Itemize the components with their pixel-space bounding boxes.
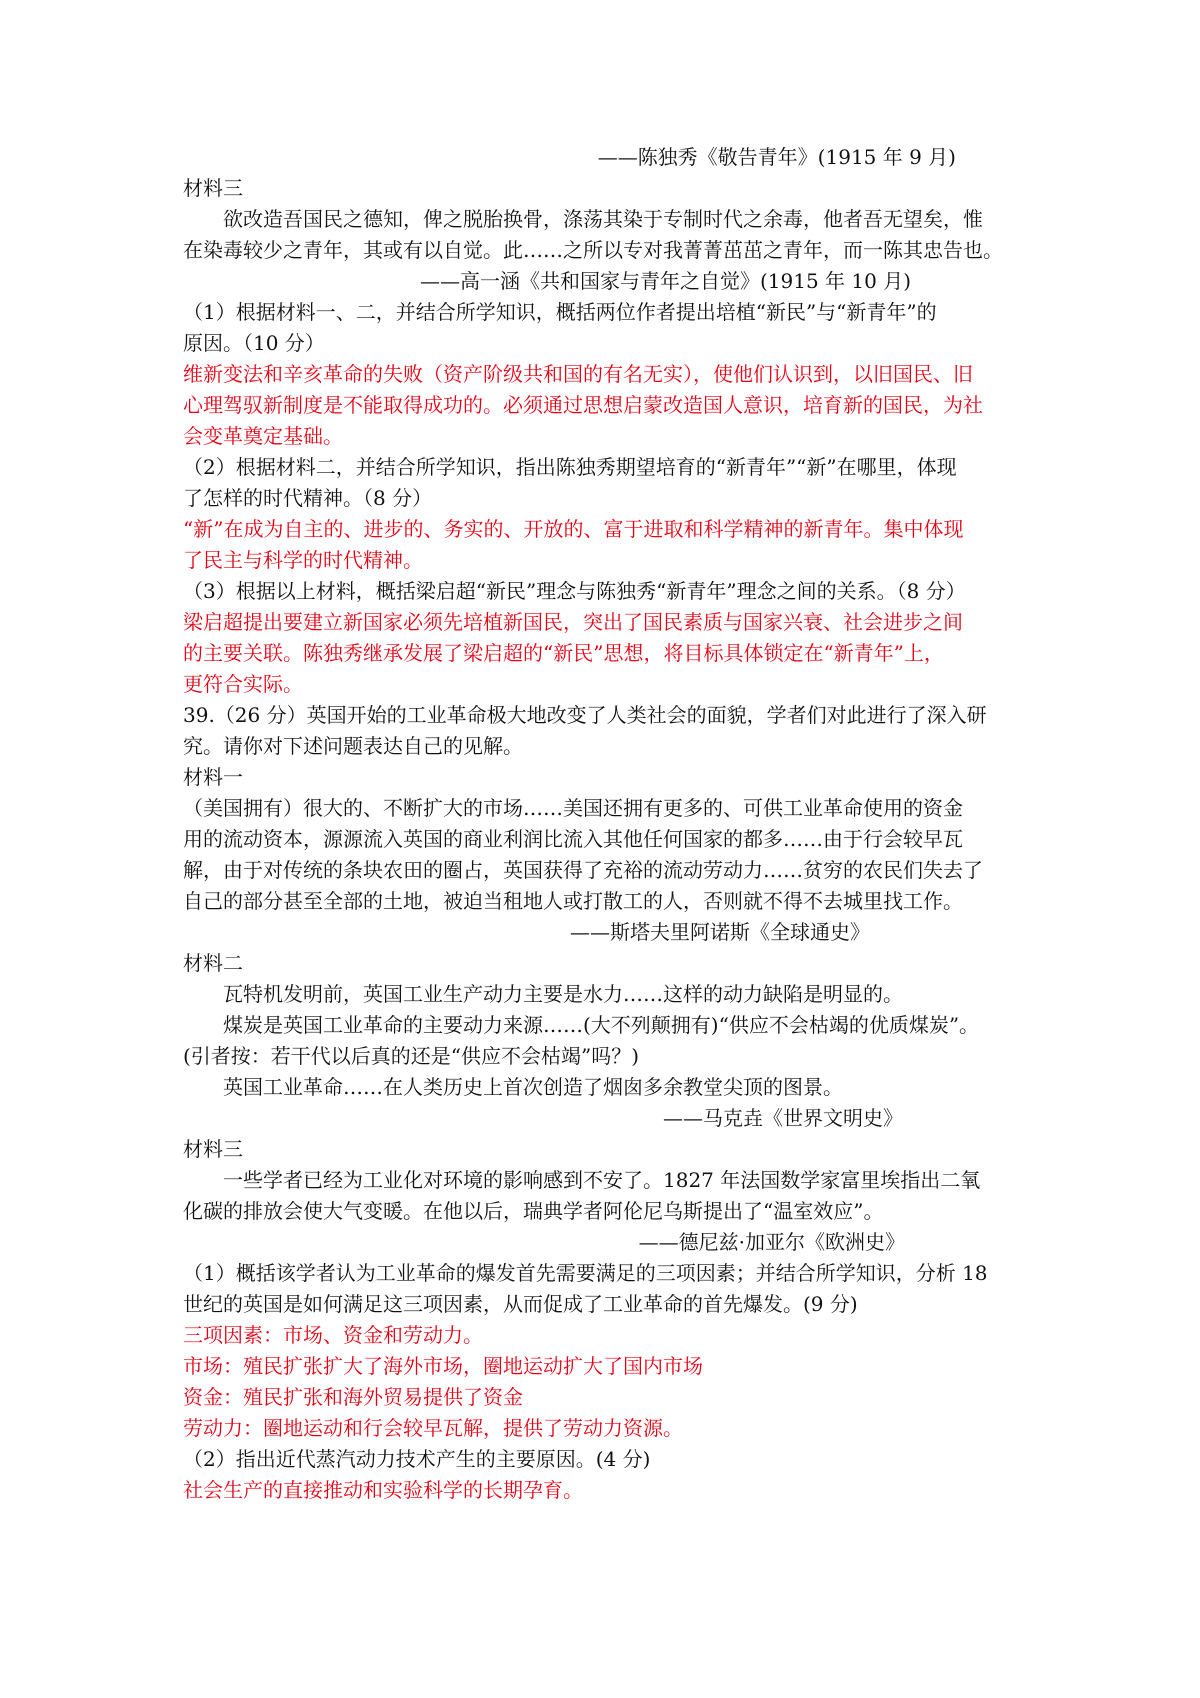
text-line-src-mark: ——马克垚《世界文明史》 (663, 1106, 903, 1130)
text-line-a1-a: 维新变法和辛亥革命的失败（资产阶级共和国的有名无实），使他们认识到，以旧国民、旧 (183, 362, 973, 386)
text-line-src-gao: ——高一涵《共和国家与青年之自觉》(1915 年 10 月) (419, 269, 911, 293)
text-line-r1-b: 市场：殖民扩张扩大了海外市场，圈地运动扩大了国内市场 (183, 1354, 703, 1378)
text-line-b1-p2: 用的流动资本，源源流入英国的商业利润比流入其他任何国家的都多……由于行会较早瓦 (183, 827, 963, 851)
text-line-src-stav: ——斯塔夫里阿诺斯《全球通史》 (570, 920, 870, 944)
text-line-q2-b: 了怎样的时代精神。（8 分） (183, 486, 433, 510)
text-line-b2-p3: (引者按：若干代以后真的还是“供应不会枯竭”吗？) (183, 1044, 640, 1068)
text-line-a1-b: 心理驾驭新制度是不能取得成功的。必须通过思想启蒙改造国人意识，培育新的国民，为社 (183, 393, 983, 417)
text-line-p2: （2）指出近代蒸汽动力技术产生的主要原因。(4 分) (183, 1447, 651, 1471)
text-line-src-chen: ——陈独秀《敬告青年》(1915 年 9 月) (597, 145, 956, 169)
text-line-q39-b: 究。请你对下述问题表达自己的见解。 (183, 734, 523, 758)
text-line-b1-p3: 解，由于对传统的条块农田的圈占，英国获得了充裕的流动劳动力……贫穷的农民们失去了 (183, 858, 983, 882)
text-line-b1-p1: （美国拥有）很大的、不断扩大的市场……美国还拥有更多的、可供工业革命使用的资金 (183, 796, 963, 820)
text-line-q1-b: 原因。（10 分） (183, 331, 325, 355)
text-line-q39-a: 39.（26 分）英国开始的工业革命极大地改变了人类社会的面貌，学者们对此进行了深入研 (183, 703, 987, 727)
text-line-b2-label: 材料二 (183, 951, 243, 975)
text-line-q3: （3）根据以上材料，概括梁启超“新民”理念与陈独秀“新青年”理念之间的关系。（8 分） (183, 579, 966, 603)
text-line-src-gar: ——德尼兹·加亚尔《欧洲史》 (638, 1230, 905, 1254)
text-line-b2-p4: 英国工业革命……在人类历史上首次创造了烟囱多余教堂尖顶的图景。 (223, 1075, 843, 1099)
text-line-a3-c: 更符合实际。 (183, 672, 303, 696)
text-line-b3-p1: 一些学者已经为工业化对环境的影响感到不安了。1827 年法国数学家富里埃指出二氧 (223, 1168, 981, 1192)
document-body (183, 142, 1023, 1506)
text-line-b2-p1: 瓦特机发明前，英国工业生产动力主要是水力……这样的动力缺陷是明显的。 (223, 982, 903, 1006)
text-line-m3-p2: 在染毒较少之青年，其或有以自觉。此……之所以专对我菁菁茁茁之青年，而一陈其忠告也。 (183, 238, 1003, 262)
text-line-r1-c: 资金：殖民扩张和海外贸易提供了资金 (183, 1385, 523, 1409)
text-line-p1-b: 世纪的英国是如何满足这三项因素，从而促成了工业革命的首先爆发。(9 分) (183, 1292, 858, 1316)
text-line-p1-a: （1）概括该学者认为工业革命的爆发首先需要满足的三项因素；并结合所学知识，分析 18 (183, 1261, 988, 1285)
text-line-b1-label: 材料一 (183, 765, 243, 789)
text-line-m3-label: 材料三 (183, 176, 243, 200)
text-line-a3-b: 的主要关联。陈独秀继承发展了梁启超的“新民”思想，将目标具体锁定在“新青年”上， (183, 641, 944, 665)
text-line-q2-a: （2）根据材料二，并结合所学知识，指出陈独秀期望培育的“新青年”“新”在哪里，体现 (183, 455, 957, 479)
text-line-b1-p4: 自己的部分甚至全部的土地，被迫当租地人或打散工的人，否则就不得不去城里找工作。 (183, 889, 963, 913)
text-line-a2-b: 了民主与科学的时代精神。 (183, 548, 423, 572)
text-line-r1-a: 三项因素：市场、资金和劳动力。 (183, 1323, 483, 1347)
text-line-a3-a: 梁启超提出要建立新国家必须先培植新国民，突出了国民素质与国家兴衰、社会进步之间 (183, 610, 963, 634)
text-line-m3-p1: 欲改造吾国民之德知，俾之脱胎换骨，涤荡其染于专制时代之余毒，他者吾无望矣，惟 (223, 207, 983, 231)
text-line-r2: 社会生产的直接推动和实验科学的长期孕育。 (183, 1478, 583, 1502)
text-line-a2-a: “新”在成为自主的、进步的、务实的、开放的、富于进取和科学精神的新青年。集中体现 (183, 517, 964, 541)
text-line-a1-c: 会变革奠定基础。 (183, 424, 343, 448)
text-line-b3-label: 材料三 (183, 1137, 243, 1161)
text-line-b2-p2: 煤炭是英国工业革命的主要动力来源……(大不列颠拥有)“供应不会枯竭的优质煤炭”。 (223, 1013, 980, 1037)
text-line-b3-p2: 化碳的排放会使大气变暖。在他以后，瑞典学者阿伦尼乌斯提出了“温室效应”。 (183, 1199, 884, 1223)
text-line-q1-a: （1）根据材料一、二，并结合所学知识，概括两位作者提出培植“新民”与“新青年”的 (183, 300, 937, 324)
text-line-r1-d: 劳动力：圈地运动和行会较早瓦解，提供了劳动力资源。 (183, 1416, 683, 1440)
